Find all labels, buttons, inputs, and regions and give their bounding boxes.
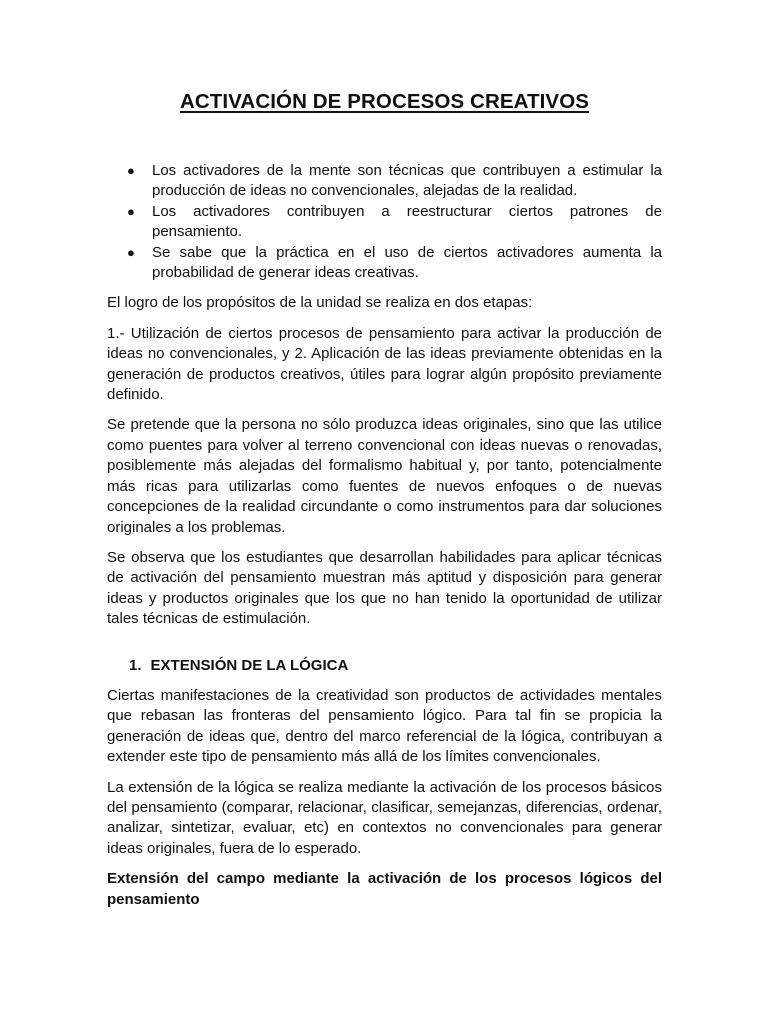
paragraph-stages: 1.- Utilización de ciertos procesos de pensamiento para activar la producción de ideas no convencionales, y 2. Aplicación de las ideas previamente obtenidas en la generación de productos creativos, útiles para lograr algún propósito previamente definido. bbox=[107, 324, 662, 404]
section-heading bbox=[107, 656, 662, 676]
paragraph-purpose: Se pretende que la persona no sólo produzca ideas originales, sino que las utilice como puentes para volver al terreno convencional con ideas nuevas o renovadas, posiblemente más alejadas del formalismo habitual y, por tanto, potencialmente más ricas para utilizarlas como fuentes de nuevos enfoques o de nuevas concepciones de la realidad circundante o como instrumentos para dar soluciones originales a los problemas. bbox=[107, 416, 662, 536]
section-number: 1. bbox=[129, 656, 142, 674]
paragraph-logic-process: La extensión de la lógica se realiza mediante la activación de los procesos básicos del pensamiento (comparar, relacionar, clasificar, semejanzas, diferencias, ordenar, analizar, sintetizar, evaluar, etc) en contextos no convencionales para generar ideas originales, fuera de lo esperado. bbox=[107, 778, 662, 857]
paragraph-bold-subheading: Extensión del campo mediante la activación de los procesos lógicos del pensamiento bbox=[107, 870, 662, 908]
paragraph-stages-intro: El logro de los propósitos de la unidad se realiza en dos etapas: bbox=[107, 294, 533, 312]
list-item bbox=[107, 243, 662, 284]
paragraph-logic-extension: Ciertas manifestaciones de la creatividad son productos de actividades mentales que rebasan las fronteras del pensamiento lógico. Para tal fin se propicia la generación de ideas que, dentro del marco referencial de la lógica, contribuyan a extender este tipo de pensamiento más allá de los límites convencionales. bbox=[107, 686, 662, 766]
section-title: EXTENSIÓN DE LA LÓGICA bbox=[150, 656, 349, 674]
bullet-text: Se sabe que la práctica en el uso de ciertos activadores aumenta la probabilidad de generar ideas creativas. bbox=[152, 243, 662, 282]
paragraph-observation: Se observa que los estudiantes que desarrollan habilidades para aplicar técnicas de activación del pensamiento muestran más aptitud y disposición para generar ideas y productos originales que los que no han tenido la oportunidad de utilizar tales técnicas de estimulación. bbox=[107, 548, 662, 628]
bullet-text: Los activadores contribuyen a reestructurar ciertos patrones de pensamiento. bbox=[152, 202, 662, 241]
bullet-list bbox=[107, 161, 662, 283]
bullet-text: Los activadores de la mente son técnicas que contribuyen a estimular la producción de ideas no convencionales, alejadas de la realidad. bbox=[152, 162, 662, 200]
document-title: ACTIVACIÓN DE PROCESOS CREATIVOS bbox=[179, 90, 590, 113]
document-body bbox=[107, 161, 662, 910]
list-item bbox=[107, 202, 662, 243]
bullet-icon: ● bbox=[127, 163, 135, 178]
list-item bbox=[107, 161, 662, 202]
bullet-icon: ● bbox=[127, 244, 135, 260]
bullet-icon: ● bbox=[127, 203, 135, 219]
